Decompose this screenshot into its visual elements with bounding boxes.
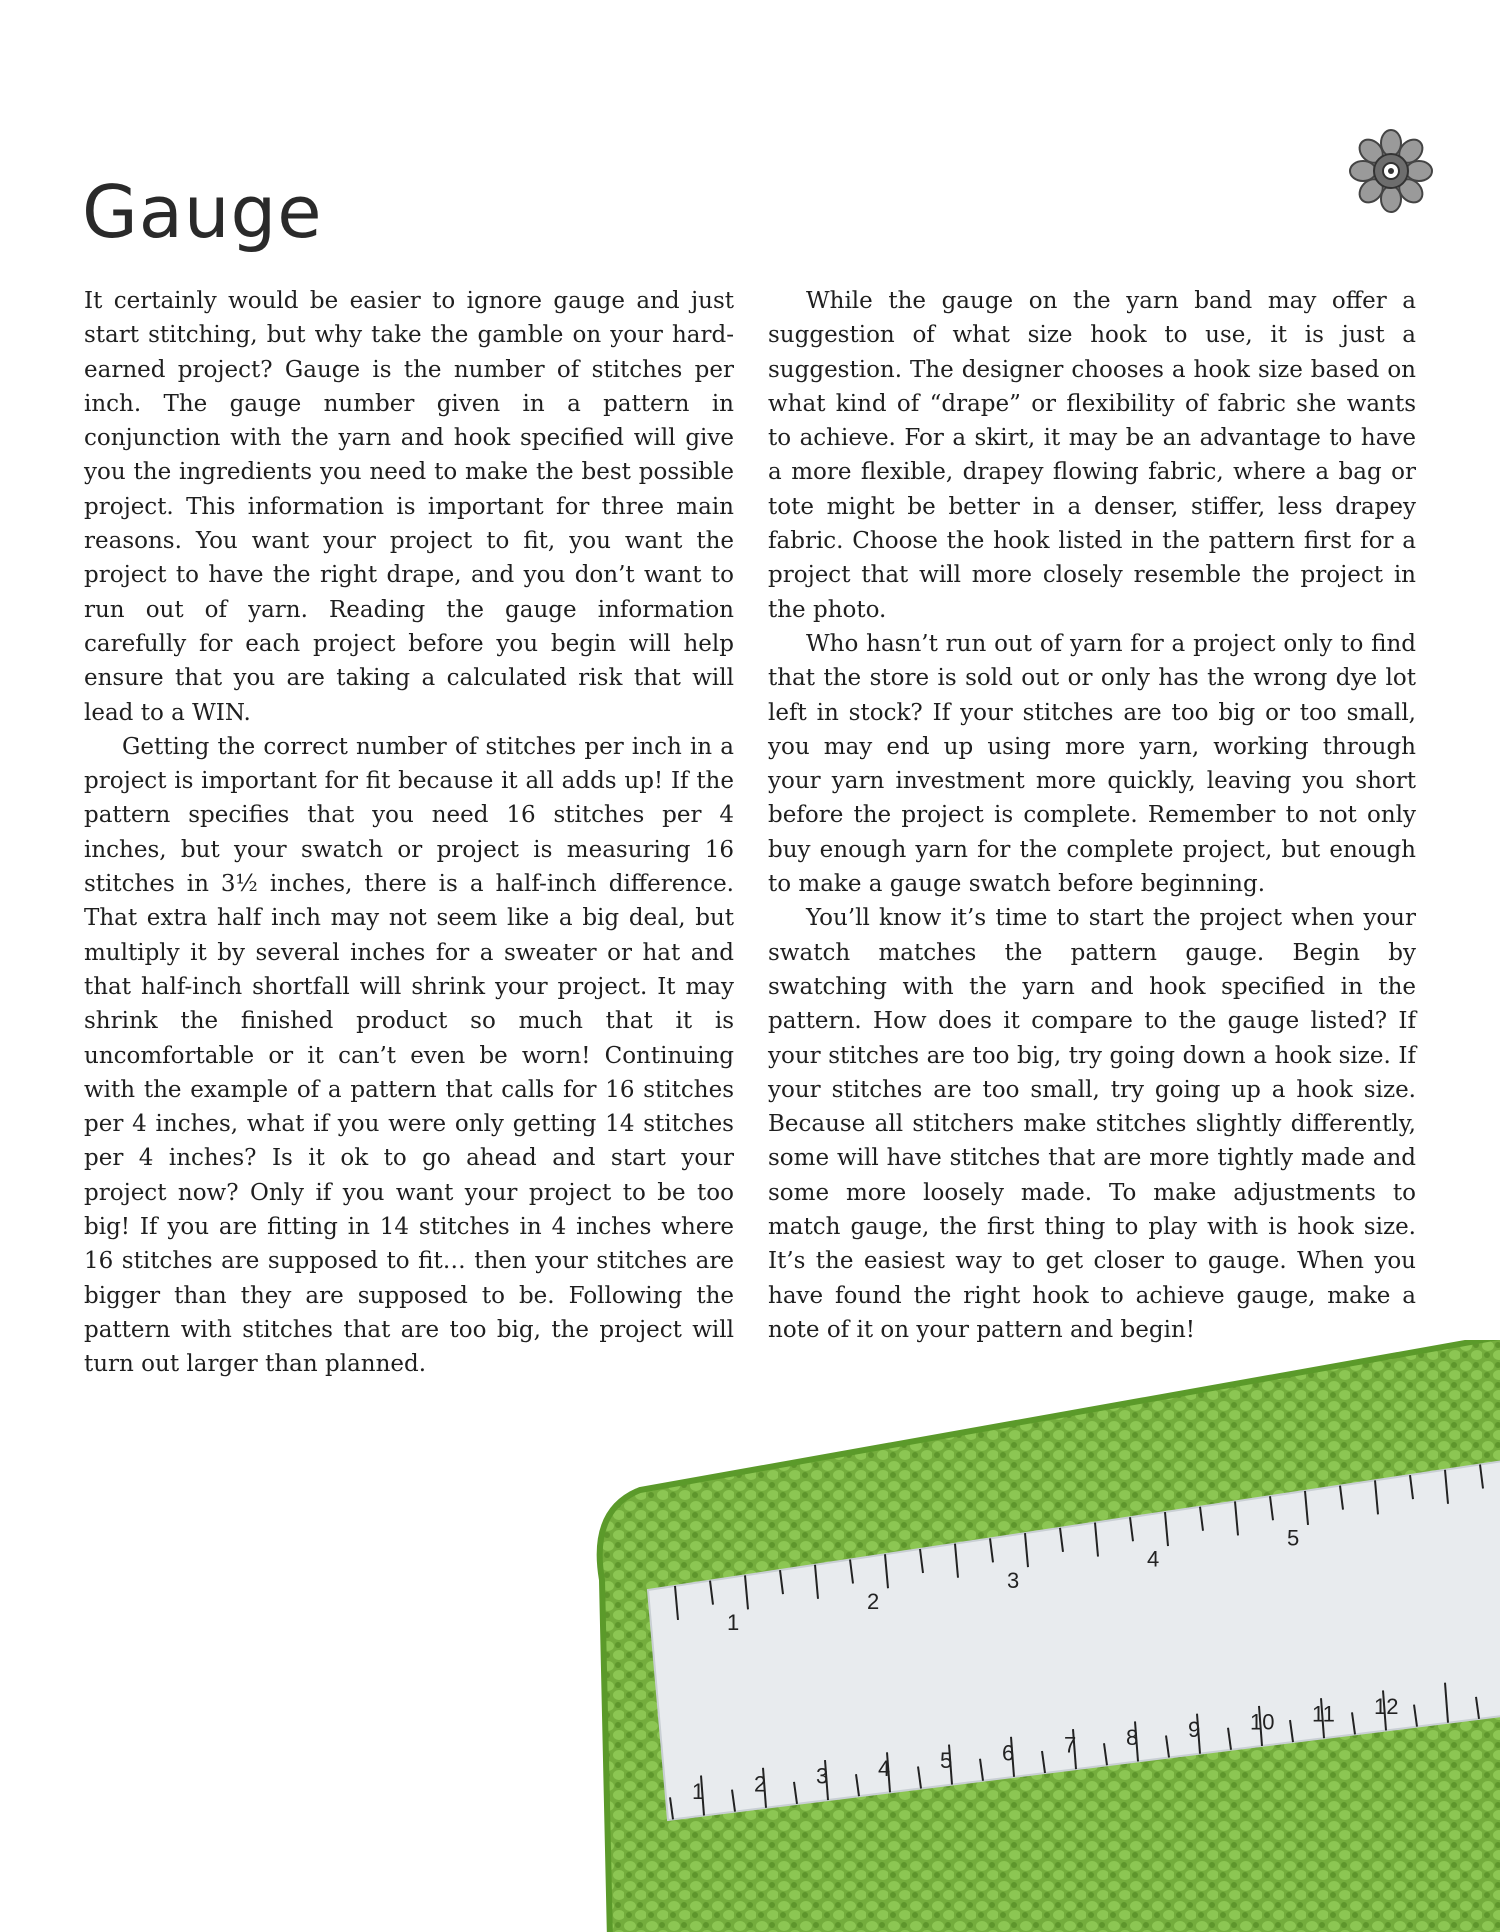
- ruler-cm-label: 7: [1064, 1732, 1077, 1758]
- ruler-cm-label: 12: [1374, 1693, 1399, 1719]
- paragraph: While the gauge on the yarn band may offer a suggestion of what size hook to use, it is just a suggestion. The designer chooses a hook size based on what kind of “drape” or flexibility of fabric she wants to achieve. For a skirt, it may be an advantage to have a more flexible, drapey flowing fabric, where a bag or tote might be better in a denser, stiffer, less drapey fabric. Choose the hook listed in the pattern first for a project that will more closely resemble the project in the photo.: [768, 288, 1416, 623]
- ruler-inch-label: 5: [1287, 1525, 1300, 1551]
- ruler-cm-label: 2: [754, 1771, 767, 1797]
- left-column: [84, 284, 734, 1382]
- ruler-cm-label: 6: [1002, 1740, 1015, 1766]
- gauge-swatch-photo: [580, 1340, 1500, 1932]
- ruler-inch-label: 3: [1007, 1567, 1020, 1593]
- ruler-inch-label: 4: [1147, 1546, 1160, 1572]
- ruler-cm-label: 11: [1312, 1701, 1335, 1727]
- ruler-inch-label: 1: [727, 1610, 740, 1636]
- page-title: Gauge: [82, 170, 323, 254]
- ruler-cm-label: 1: [692, 1779, 705, 1805]
- paragraph: Who hasn’t run out of yarn for a project only to find that the store is sold out or only has the wrong dye lot left in stock? If your stitches are too big or too small, you may end up using more yarn, working through your yarn investment more quickly, leaving you short before the project is complete. Remember to not only buy enough yarn for the complete project, but enough to make a gauge swatch before beginning.: [768, 630, 1416, 898]
- ruler-cm-label: 5: [940, 1748, 953, 1774]
- paragraph: You’ll know it’s time to start the project when your swatch matches the pattern gauge. Begin by swatching with the yarn and hook specified in the pattern. How does it compare to the gauge listed? If your stitches are too big, try going down a hook size. If your stitches are too small, try going up a hook size. Because all stitchers make stitches slightly differently, some will have stitches that are more tightly made and some more loosely made. To make adjustments to match gauge, the first thing to play with is hook size. It’s the easiest way to get closer to gauge. When you have found the right hook to achieve gauge, make a note of it on your pattern and begin!: [768, 905, 1416, 1343]
- flower-icon: [1348, 128, 1434, 214]
- paragraph: It certainly would be easier to ignore gauge and just start stitching, but why take the gamble on your hard-earned project? Gauge is the number of stitches per inch. The gauge number given in a pattern in conjunction with the yarn and hook specified will give you the ingredients you need to make the best possible project. This information is important for three main reasons. You want your project to fit, you want the project to have the right drape, and you don’t want to run out of yarn. Reading the gauge information carefully for each project before you begin will help ensure that you are taking a calculated risk that will lead to a WIN.: [84, 288, 734, 726]
- right-column: [768, 284, 1416, 1347]
- ruler-cm-label: 3: [816, 1763, 829, 1789]
- ruler-cm-label: 10: [1250, 1709, 1275, 1735]
- ruler-inch-label: 2: [867, 1588, 880, 1614]
- ruler-cm-label: 4: [878, 1755, 891, 1781]
- paragraph: Getting the correct number of stitches per inch in a project is important for fit because it all adds up! If the pattern specifies that you need 16 stitches per 4 inches, but your swatch or project is measuring 16 stitches in 3½ inches, there is a half-inch difference. That extra half inch may not seem like a big deal, but multiply it by several inches for a sweater or hat and that half-inch shortfall will shrink your project. It may shrink the finished product so much that it is uncomfortable or it can’t even be worn! Continuing with the example of a pattern that calls for 16 stitches per 4 inches, what if you were only getting 14 stitches per 4 inches? Is it ok to go ahead and start your project now? Only if you want your project to be too big! If you are fitting in 14 stitches in 4 inches where 16 stitches are supposed to fit… then your stitches are bigger than they are supposed to be. Following the pattern with stitches that are too big, the project will turn out larger than planned.: [84, 733, 734, 1378]
- ruler-cm-label: 8: [1126, 1724, 1139, 1750]
- ruler-cm-label: 9: [1188, 1717, 1201, 1743]
